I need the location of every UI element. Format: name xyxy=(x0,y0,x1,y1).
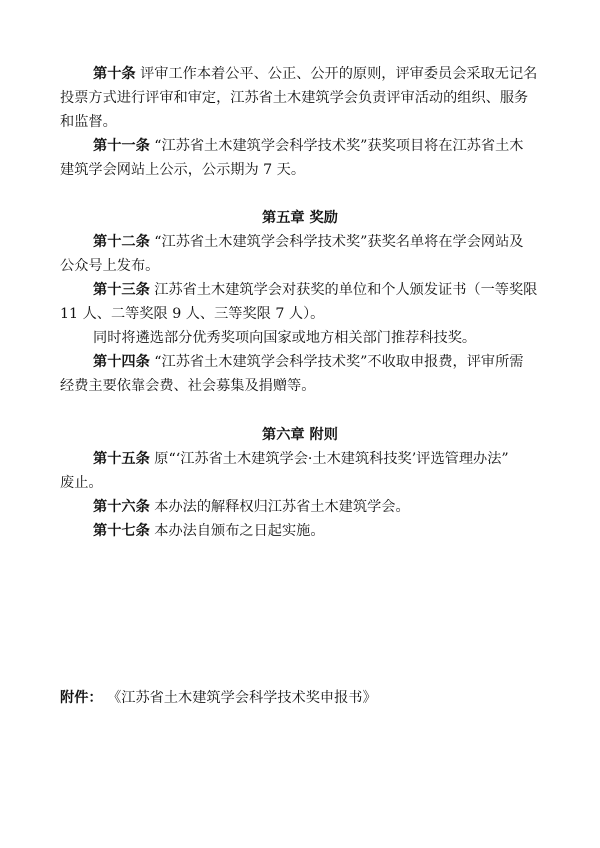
article-13-line-3: 同时将遴选部分优秀奖项向国家或地方相关部门推荐科技奖。 xyxy=(93,330,477,346)
attachment-line xyxy=(60,686,377,710)
article-12-text-1: “江苏省土木建筑学会科学技术奖”获奖名单将在学会网站及 xyxy=(154,234,524,250)
article-11-text-1: “江苏省土木建筑学会科学技术奖”获奖项目将在江苏省土木 xyxy=(154,138,524,154)
article-10-line-2: 投票方式进行评审和审定，江苏省土木建筑学会负责评审活动的组织、服务 xyxy=(60,90,529,106)
article-17-title: 第十七条 xyxy=(93,523,150,539)
article-10-line-3: 和监督。 xyxy=(60,114,117,130)
article-14-line-2: 经费主要依靠会费、社会募集及捐赠等。 xyxy=(60,378,316,394)
chapter-6-heading: 第六章 附则 xyxy=(262,427,338,443)
article-15-title: 第十五条 xyxy=(93,451,150,467)
article-12-line-1 xyxy=(93,230,523,254)
chapter-5-heading: 第五章 奖励 xyxy=(262,210,338,226)
article-13-line-1 xyxy=(93,278,537,302)
article-11-line-2: 建筑学会网站上公示，公示期为 7 天。 xyxy=(60,162,306,178)
article-12-line-2: 公众号上发布。 xyxy=(60,258,160,274)
article-12-title: 第十二条 xyxy=(93,234,150,250)
article-11-line-1 xyxy=(93,134,523,158)
article-16-title: 第十六条 xyxy=(93,499,150,515)
article-13-title: 第十三条 xyxy=(93,282,150,298)
article-14-text-1: “江苏省土木建筑学会科学技术奖”不收取申报费，评审所需 xyxy=(154,354,524,370)
article-15-line-1 xyxy=(93,447,509,471)
article-15-line-2: 废止。 xyxy=(60,475,103,491)
article-10-line-1 xyxy=(93,62,537,86)
article-17-text-1: 本办法自颁布之日起实施。 xyxy=(154,523,325,539)
article-17-line-1 xyxy=(93,519,325,543)
article-11-title: 第十一条 xyxy=(93,138,150,154)
article-10-text-1: 评审工作本着公平、公正、公开的原则，评审委员会采取无记名 xyxy=(140,66,538,82)
article-16-text-1: 本办法的解释权归江苏省土木建筑学会。 xyxy=(154,499,410,515)
article-16-line-1 xyxy=(93,495,410,519)
article-14-line-1 xyxy=(93,350,523,374)
attachment-label: 附件： xyxy=(60,690,103,706)
article-15-text-1: 原“‘江苏省土木建筑学会·土木建筑科技奖’评选管理办法” xyxy=(154,451,509,467)
article-13-text-1: 江苏省土木建筑学会对获奖的单位和个人颁发证书（一等奖限 xyxy=(154,282,538,298)
attachment-document-title: 《江苏省土木建筑学会科学技术奖申报书》 xyxy=(107,690,377,706)
article-13-line-2: 11 人、二等奖限 9 人、三等奖限 7 人）。 xyxy=(60,306,325,322)
article-10-title: 第十条 xyxy=(93,66,136,82)
article-14-title: 第十四条 xyxy=(93,354,150,370)
